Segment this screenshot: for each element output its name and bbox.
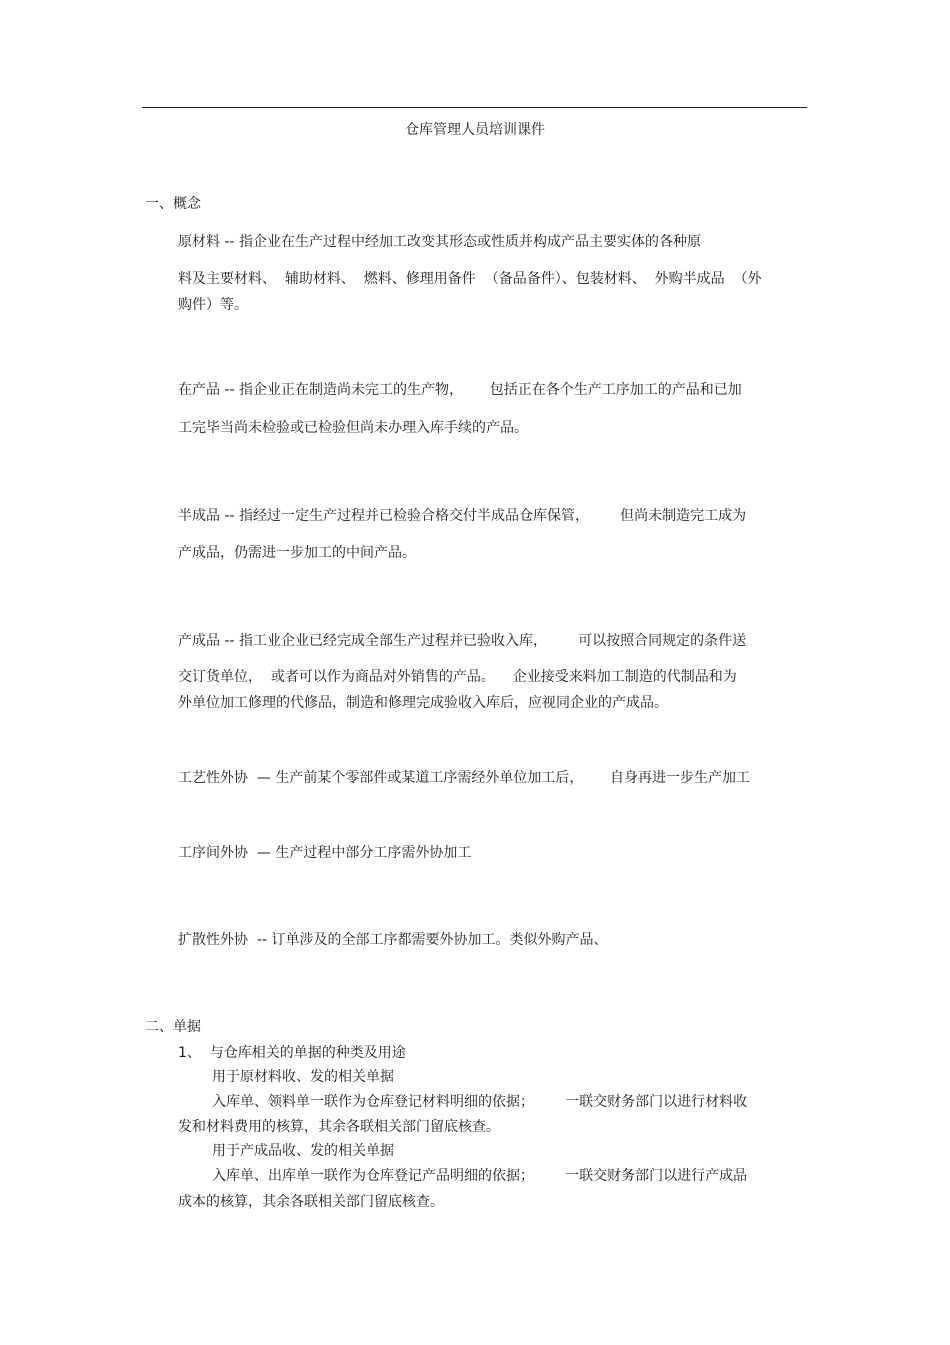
body-line: 用于原材料收、发的相关单据 [212, 1069, 394, 1085]
section-heading: 一、概念 [145, 196, 201, 212]
body-line: 产成品 -- 指工业企业已经完成全部生产过程并已验收入库， 可以按照合同规定的条件送 [178, 633, 747, 649]
body-line: 交订货单位， 或者可以作为商品对外销售的产品。 企业接受来料加工制造的代制品和为 [178, 669, 737, 685]
body-line: 购件）等。 [178, 297, 248, 313]
body-line: 工艺性外协 — 生产前某个零部件或某道工序需经外单位加工后， 自身再进一步生产加工 [178, 770, 751, 786]
body-line: 扩散性外协 -- 订单涉及的全部工序都需要外协加工。类似外购产品、 [178, 932, 608, 948]
body-line: 发和材料费用的核算，其余各联相关部门留底核查。 [178, 1119, 500, 1135]
section-heading: 二、单据 [145, 1019, 201, 1035]
body-line: 外单位加工修理的代修品，制造和修理完成验收入库后，应视同企业的产成品。 [178, 695, 668, 711]
body-line: 产成品，仍需进一步加工的中间产品。 [178, 545, 416, 561]
list-item: 1、 与仓库相关的单据的种类及用途 [178, 1045, 406, 1061]
body-line: 半成品 -- 指经过一定生产过程并已检验合格交付半成品仓库保管， 但尚未制造完工成为 [178, 508, 747, 524]
body-line: 料及主要材料、 辅助材料、 燃料、修理用备件 （备品备件）、包装材料、 外购半成品 （外 [178, 271, 762, 287]
body-line: 成本的核算，其余各联相关部门留底核查。 [178, 1194, 444, 1210]
body-line: 入库单、领料单一联作为仓库登记材料明细的依据； 一联交财务部门以进行材料收 [212, 1094, 748, 1110]
body-line: 工序间外协 — 生产过程中部分工序需外协加工 [178, 845, 472, 861]
body-line: 用于产成品收、发的相关单据 [212, 1143, 394, 1159]
header-rule [142, 107, 807, 108]
body-line: 在产品 -- 指企业正在制造尚未完工的生产物， 包括正在各个生产工序加工的产品和已加 [178, 382, 742, 398]
body-line: 工完毕当尚未检验或已检验但尚未办理入库手续的产品。 [178, 420, 528, 436]
body-line: 入库单、出库单一联作为仓库登记产品明细的依据； 一联交财务部门以进行产成品 [212, 1168, 748, 1184]
body-line: 原材料 -- 指企业在生产过程中经加工改变其形态或性质并构成产品主要实体的各种原 [178, 234, 702, 250]
document-title: 仓库管理人员培训课件 [405, 122, 545, 138]
